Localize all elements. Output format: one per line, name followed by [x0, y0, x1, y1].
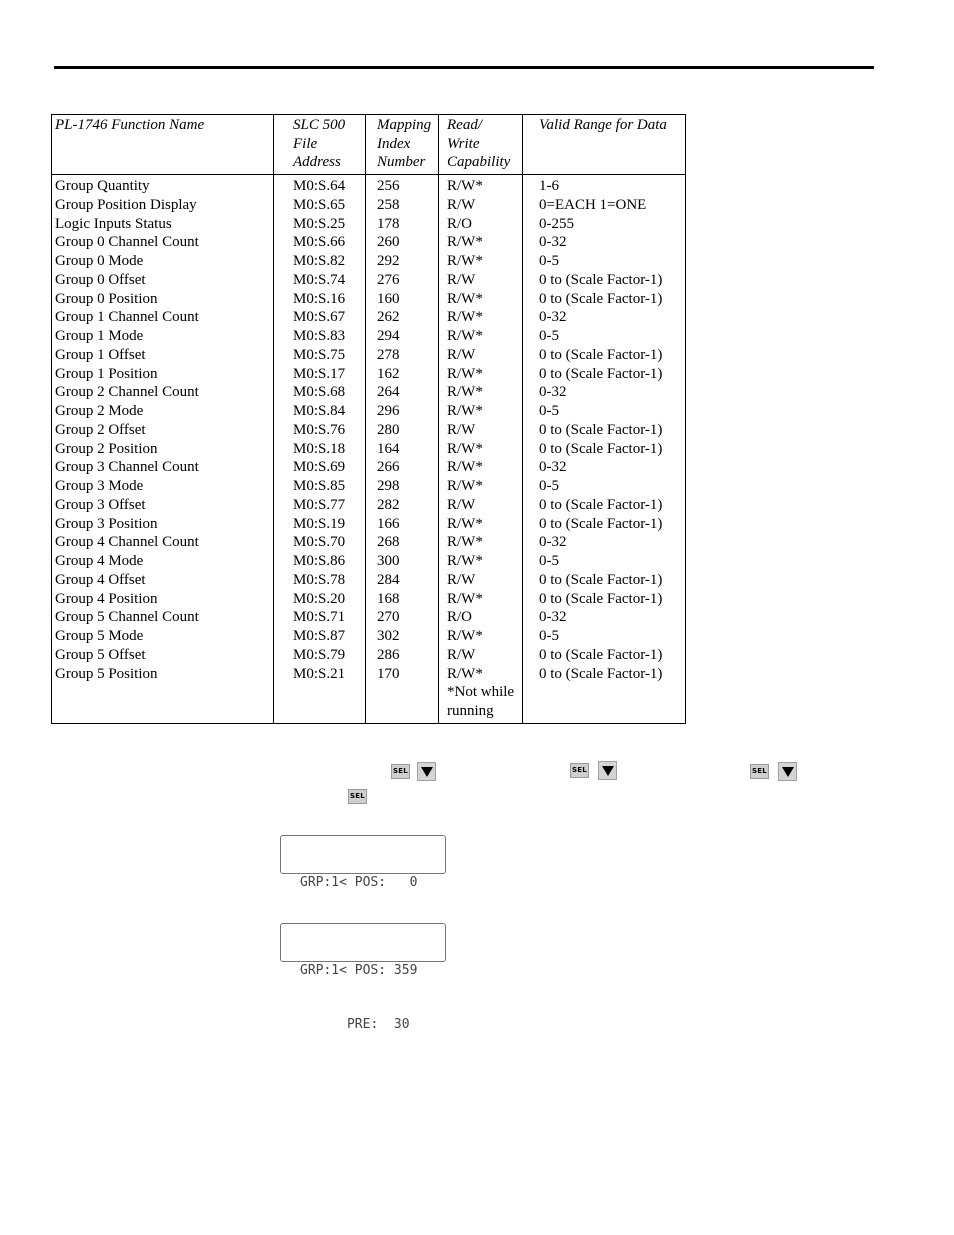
table-cell-range: 0 to (Scale Factor-1) — [539, 646, 663, 663]
lcd-line-2: PRE: 30 — [300, 1017, 410, 1032]
mapping-table — [51, 114, 686, 724]
table-cell-address: M0:S.70 — [293, 534, 346, 551]
header-line: Read/ — [447, 117, 482, 133]
table-cell-name: Group 1 Position — [55, 365, 158, 382]
table-cell-rw: R/W* — [447, 234, 483, 251]
sel-key-icon: SEL — [570, 763, 589, 778]
header-line: Capability — [447, 154, 511, 171]
down-arrow-icon — [598, 761, 617, 780]
table-cell-range: 0 to (Scale Factor-1) — [539, 496, 663, 513]
table-cell-range: 0-5 — [539, 553, 559, 569]
table-cell-index: 276 — [377, 271, 400, 288]
sel-key-icon: SEL — [348, 789, 367, 804]
table-cell-range: 0-5 — [539, 403, 559, 419]
table-cell-index: 266 — [377, 459, 400, 476]
top-rule — [54, 66, 874, 69]
table-cell-name: Group 0 Mode — [55, 253, 144, 269]
table-cell-name: Group 1 Channel Count — [55, 309, 199, 326]
table-cell-range: 0=EACH 1=ONE — [539, 196, 647, 213]
lcd-line-1: GRP:1< POS: 0 — [300, 875, 418, 890]
table-cell-address: M0:S.67 — [293, 309, 346, 326]
header-line: Index — [377, 135, 411, 152]
table-cell-address: M0:S.16 — [293, 290, 346, 307]
table-cell-address: M0:S.66 — [293, 234, 346, 251]
table-cell-address: M0:S.69 — [293, 459, 346, 476]
table-cell-rw: R/W* — [447, 534, 483, 551]
table-cell-name: Group 4 Offset — [55, 571, 146, 588]
table-cell-index: 298 — [377, 478, 400, 494]
table-cell-index: 286 — [377, 646, 400, 663]
table-cell-name: Group 5 Offset — [55, 646, 146, 663]
header-line: SLC 500 — [293, 117, 346, 133]
table-cell-rw: R/W* — [447, 384, 483, 401]
table-cell-range: 0-32 — [539, 234, 567, 251]
table-cell-address: M0:S.83 — [293, 328, 346, 344]
table-cell-address: M0:S.75 — [293, 346, 346, 363]
table-cell-name: Group 2 Mode — [55, 403, 144, 419]
table-cell-name: Group 2 Position — [55, 440, 158, 457]
table-cell-address: M0:S.17 — [293, 365, 346, 382]
table-cell-index: 296 — [377, 403, 400, 419]
table-cell-range: 0 to (Scale Factor-1) — [539, 421, 663, 438]
table-cell-name: Group 5 Channel Count — [55, 609, 199, 626]
table-cell-rw: R/O — [447, 215, 473, 232]
table-cell-range: 0-5 — [539, 328, 559, 344]
table-cell-address: M0:S.71 — [293, 609, 346, 626]
table-footnote: running — [447, 703, 494, 719]
table-cell-rw: R/W* — [447, 403, 483, 419]
table-cell-address: M0:S.78 — [293, 571, 346, 588]
table-cell-name: Group Quantity — [55, 178, 150, 194]
table-cell-index: 178 — [377, 215, 400, 232]
table-cell-range: 0 to (Scale Factor-1) — [539, 271, 663, 288]
column-file-address — [293, 177, 345, 683]
lcd-line-1: GRP:1< POS: 359 — [300, 963, 418, 978]
table-cell-rw: R/W* — [447, 515, 483, 532]
table-cell-range: 0-32 — [539, 534, 567, 551]
table-cell-rw: R/W* — [447, 253, 483, 269]
table-cell-rw: R/W — [447, 421, 476, 438]
table-cell-name: Group 0 Position — [55, 290, 158, 307]
table-cell-index: 278 — [377, 346, 400, 363]
column-valid-range — [539, 177, 662, 683]
column-rw-capability — [447, 177, 514, 721]
table-cell-rw: R/O — [447, 609, 473, 626]
table-cell-address: M0:S.85 — [293, 478, 346, 494]
table-cell-range: 0-32 — [539, 459, 567, 476]
table-cell-address: M0:S.18 — [293, 440, 346, 457]
table-cell-rw: R/W* — [447, 440, 483, 457]
table-cell-rw: R/W* — [447, 290, 483, 307]
table-cell-address: M0:S.19 — [293, 515, 346, 532]
header-line: PL-1746 Function Name — [55, 117, 205, 133]
table-cell-range: 0 to (Scale Factor-1) — [539, 515, 663, 532]
table-cell-name: Group 0 Channel Count — [55, 234, 199, 251]
table-cell-rw: R/W* — [447, 553, 483, 569]
table-cell-address: M0:S.64 — [293, 178, 346, 194]
header-line: Number — [377, 154, 426, 171]
table-cell-index: 268 — [377, 534, 400, 551]
table-cell-index: 294 — [377, 328, 400, 344]
header-line: Address — [293, 154, 341, 171]
table-cell-name: Logic Inputs Status — [55, 215, 172, 232]
table-cell-address: M0:S.21 — [293, 665, 346, 682]
table-cell-range: 0-5 — [539, 628, 559, 644]
table-cell-rw: R/W* — [447, 178, 483, 194]
table-cell-name: Group 4 Position — [55, 590, 158, 607]
table-cell-rw: R/W* — [447, 328, 483, 344]
table-cell-name: Group 2 Channel Count — [55, 384, 199, 401]
table-cell-address: M0:S.74 — [293, 271, 346, 288]
table-cell-index: 270 — [377, 609, 400, 626]
column-divider — [522, 115, 523, 723]
header-valid-range — [539, 116, 667, 135]
table-cell-address: M0:S.25 — [293, 215, 346, 232]
table-cell-range: 0 to (Scale Factor-1) — [539, 590, 663, 607]
table-cell-index: 168 — [377, 590, 400, 607]
table-cell-index: 284 — [377, 571, 400, 588]
table-cell-address: M0:S.87 — [293, 628, 346, 644]
table-cell-range: 0-32 — [539, 384, 567, 401]
lcd-display — [280, 835, 446, 890]
table-cell-index: 282 — [377, 496, 400, 513]
table-cell-index: 260 — [377, 234, 400, 251]
header-rw-capability — [447, 116, 510, 172]
table-cell-range: 0 to (Scale Factor-1) — [539, 571, 663, 588]
table-cell-index: 300 — [377, 553, 400, 569]
table-cell-range: 0 to (Scale Factor-1) — [539, 346, 663, 363]
table-cell-range: 1-6 — [539, 178, 559, 194]
table-cell-rw: R/W — [447, 271, 476, 288]
table-cell-index: 166 — [377, 515, 400, 532]
down-arrow-icon — [778, 762, 797, 781]
column-mapping-index — [377, 177, 400, 683]
column-divider — [273, 115, 274, 723]
table-footnote: *Not while — [447, 684, 515, 701]
table-cell-name: Group 1 Mode — [55, 328, 144, 344]
table-cell-rw: R/W* — [447, 309, 483, 326]
header-line: Valid Range for Data — [539, 117, 667, 133]
table-cell-rw: R/W* — [447, 628, 483, 644]
column-divider — [365, 115, 366, 723]
header-line: Mapping — [377, 117, 432, 133]
sel-key-icon: SEL — [391, 764, 410, 779]
table-cell-name: Group 3 Offset — [55, 496, 146, 513]
header-file-address — [293, 116, 345, 172]
table-cell-index: 160 — [377, 290, 400, 307]
sel-key-icon: SEL — [750, 764, 769, 779]
table-cell-index: 162 — [377, 365, 400, 382]
table-cell-name: Group 5 Mode — [55, 628, 144, 644]
down-arrow-icon — [417, 762, 436, 781]
header-line: Write — [447, 135, 480, 152]
table-cell-range: 0-32 — [539, 609, 567, 626]
table-cell-rw: R/W — [447, 571, 476, 588]
table-cell-address: M0:S.84 — [293, 403, 346, 419]
header-mapping-index — [377, 116, 431, 172]
table-cell-name: Group 3 Channel Count — [55, 459, 199, 476]
table-cell-index: 256 — [377, 178, 400, 194]
table-cell-rw: R/W* — [447, 459, 483, 476]
header-line: File — [293, 135, 318, 152]
table-cell-name: Group 3 Position — [55, 515, 158, 532]
table-cell-address: M0:S.68 — [293, 384, 346, 401]
table-cell-index: 302 — [377, 628, 400, 644]
table-cell-name: Group 4 Mode — [55, 553, 144, 569]
table-cell-range: 0 to (Scale Factor-1) — [539, 365, 663, 382]
table-cell-name: Group 2 Offset — [55, 421, 146, 438]
header-function-name — [55, 116, 204, 135]
table-cell-range: 0-255 — [539, 215, 574, 232]
table-cell-name: Group 3 Mode — [55, 478, 144, 494]
table-cell-address: M0:S.77 — [293, 496, 346, 513]
lcd-display — [280, 923, 446, 1032]
table-cell-rw: R/W — [447, 346, 476, 363]
table-cell-name: Group 0 Offset — [55, 271, 146, 288]
table-cell-index: 262 — [377, 309, 400, 326]
table-cell-address: M0:S.82 — [293, 253, 346, 269]
table-cell-name: Group 4 Channel Count — [55, 534, 199, 551]
table-cell-index: 280 — [377, 421, 400, 438]
table-cell-rw: R/W — [447, 646, 476, 663]
table-cell-index: 292 — [377, 253, 400, 269]
table-cell-rw: R/W — [447, 496, 476, 513]
table-cell-rw: R/W* — [447, 665, 483, 682]
table-cell-address: M0:S.20 — [293, 590, 346, 607]
table-cell-rw: R/W* — [447, 365, 483, 382]
table-cell-range: 0 to (Scale Factor-1) — [539, 440, 663, 457]
column-function-name — [55, 177, 199, 683]
table-cell-range: 0-5 — [539, 253, 559, 269]
table-cell-range: 0-32 — [539, 309, 567, 326]
column-divider — [438, 115, 439, 723]
table-cell-index: 258 — [377, 196, 400, 213]
table-cell-range: 0 to (Scale Factor-1) — [539, 665, 663, 682]
table-cell-index: 264 — [377, 384, 400, 401]
table-cell-name: Group Position Display — [55, 196, 197, 213]
table-cell-name: Group 5 Position — [55, 665, 158, 682]
table-cell-index: 164 — [377, 440, 400, 457]
table-cell-range: 0-5 — [539, 478, 559, 494]
header-divider — [52, 174, 685, 175]
table-cell-address: M0:S.65 — [293, 196, 346, 213]
table-cell-rw: R/W — [447, 196, 476, 213]
table-cell-range: 0 to (Scale Factor-1) — [539, 290, 663, 307]
table-cell-rw: R/W* — [447, 590, 483, 607]
table-cell-index: 170 — [377, 665, 400, 682]
table-cell-address: M0:S.86 — [293, 553, 346, 569]
table-cell-rw: R/W* — [447, 478, 483, 494]
table-cell-address: M0:S.76 — [293, 421, 346, 438]
table-cell-name: Group 1 Offset — [55, 346, 146, 363]
table-cell-address: M0:S.79 — [293, 646, 346, 663]
